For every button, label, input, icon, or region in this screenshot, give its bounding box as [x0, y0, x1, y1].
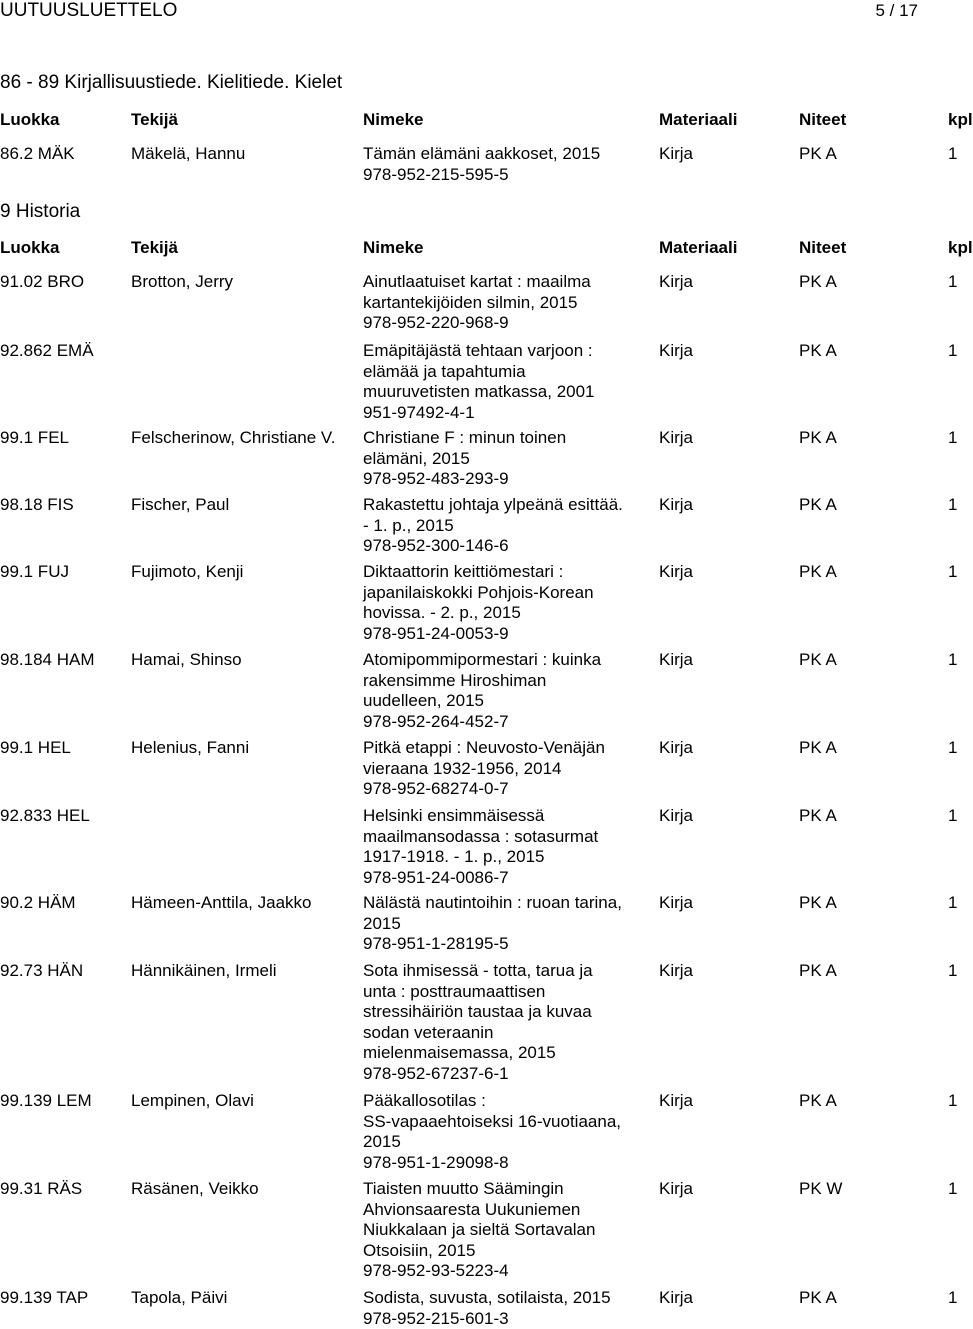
- nimeke-line: vieraana 1932-1956, 2014: [363, 758, 562, 778]
- column-header-kpl: kpl: [948, 110, 973, 129]
- niteet-cell: PK A: [799, 1288, 837, 1307]
- tekija-cell: Hamai, Shinso: [131, 650, 242, 669]
- nimeke-cell: [363, 428, 648, 490]
- materiaali-cell: Kirja: [659, 1179, 694, 1198]
- kpl-cell: 1: [948, 272, 958, 291]
- materiaali-cell: Kirja: [659, 272, 694, 291]
- nimeke-line: Atomipommipormestari : kuinka: [363, 650, 602, 669]
- nimeke-line: unta : posttraumaattisen: [363, 981, 546, 1001]
- tekija-cell: Felscherinow, Christiane V.: [131, 428, 336, 447]
- nimeke-cell: [363, 961, 648, 1085]
- tekija-cell: Helenius, Fanni: [131, 738, 250, 757]
- nimeke-line: Ahvionsaaresta Uukuniemen: [363, 1199, 581, 1219]
- materiaali-cell: Kirja: [659, 893, 694, 912]
- nimeke-cell: [363, 893, 648, 955]
- column-header-niteet: Niteet: [799, 238, 847, 257]
- column-header-materiaali: Materiaali: [659, 110, 738, 129]
- luokka-cell: 99.31 RÄS: [0, 1179, 83, 1198]
- materiaali-cell: Kirja: [659, 495, 694, 514]
- nimeke-line: 951-97492-4-1: [363, 402, 475, 422]
- nimeke-line: Tiaisten muutto Säämingin: [363, 1179, 564, 1198]
- column-header-luokka: Luokka: [0, 110, 60, 129]
- nimeke-line: Niukkalaan ja sieltä Sortavalan: [363, 1220, 596, 1240]
- column-header-row: [0, 238, 973, 260]
- nimeke-line: 978-952-220-968-9: [363, 313, 509, 333]
- nimeke-cell: [363, 562, 648, 644]
- document-title: UUTUUSLUETTELO: [0, 0, 178, 21]
- niteet-cell: PK A: [799, 428, 837, 447]
- nimeke-line: Otsoisiin, 2015: [363, 1240, 476, 1260]
- luokka-cell: 98.184 HAM: [0, 650, 95, 669]
- niteet-cell: PK A: [799, 272, 837, 291]
- nimeke-line: 978-951-1-28195-5: [363, 934, 509, 954]
- niteet-cell: PK A: [799, 650, 837, 669]
- nimeke-line: kartantekijöiden silmin, 2015: [363, 292, 578, 312]
- nimeke-line: Nälästä nautintoihin : ruoan tarina,: [363, 893, 622, 912]
- materiaali-cell: Kirja: [659, 806, 694, 825]
- section-title: 86 - 89 Kirjallisuustiede. Kielitiede. Kielet: [0, 72, 343, 93]
- kpl-cell: 1: [948, 341, 958, 360]
- materiaali-cell: Kirja: [659, 738, 694, 757]
- luokka-cell: 86.2 MÄK: [0, 144, 75, 163]
- nimeke-line: mielenmaisemassa, 2015: [363, 1043, 556, 1063]
- nimeke-cell: [363, 738, 648, 800]
- column-header-row: [0, 110, 973, 132]
- nimeke-line: 978-952-68274-0-7: [363, 779, 509, 799]
- nimeke-line: Tämän elämäni aakkoset, 2015: [363, 144, 601, 163]
- tekija-cell: Hännikäinen, Irmeli: [131, 961, 277, 980]
- materiaali-cell: Kirja: [659, 961, 694, 980]
- tekija-cell: Fischer, Paul: [131, 495, 230, 514]
- luokka-cell: 99.1 FUJ: [0, 562, 69, 581]
- niteet-cell: PK A: [799, 144, 837, 163]
- nimeke-cell: [363, 144, 648, 185]
- niteet-cell: PK A: [799, 495, 837, 514]
- nimeke-line: Pääkallosotilas :: [363, 1091, 486, 1110]
- nimeke-line: 978-952-215-601-3: [363, 1308, 509, 1328]
- column-header-nimeke: Nimeke: [363, 110, 424, 129]
- niteet-cell: PK A: [799, 738, 837, 757]
- nimeke-line: 978-951-24-0053-9: [363, 623, 509, 643]
- nimeke-line: 2015: [363, 1132, 401, 1152]
- luokka-cell: 92.862 EMÄ: [0, 341, 94, 360]
- nimeke-cell: [363, 650, 648, 732]
- materiaali-cell: Kirja: [659, 650, 694, 669]
- page-header: [0, 0, 960, 22]
- nimeke-line: 1917-1918. - 1. p., 2015: [363, 847, 545, 867]
- niteet-cell: PK W: [799, 1179, 843, 1198]
- kpl-cell: 1: [948, 806, 958, 825]
- nimeke-cell: [363, 1179, 648, 1282]
- nimeke-line: Ainutlaatuiset kartat : maailma: [363, 272, 591, 291]
- nimeke-cell: [363, 272, 648, 334]
- tekija-cell: Mäkelä, Hannu: [131, 144, 246, 163]
- nimeke-line: elämäni, 2015: [363, 448, 470, 468]
- nimeke-line: uudelleen, 2015: [363, 691, 485, 711]
- luokka-cell: 98.18 FIS: [0, 495, 74, 514]
- tekija-cell: Fujimoto, Kenji: [131, 562, 244, 581]
- materiaali-cell: Kirja: [659, 428, 694, 447]
- luokka-cell: 92.833 HEL: [0, 806, 90, 825]
- kpl-cell: 1: [948, 1288, 958, 1307]
- luokka-cell: 90.2 HÄM: [0, 893, 76, 912]
- kpl-cell: 1: [948, 1179, 958, 1198]
- luokka-cell: 99.1 FEL: [0, 428, 69, 447]
- kpl-cell: 1: [948, 893, 958, 912]
- materiaali-cell: Kirja: [659, 1288, 694, 1307]
- materiaali-cell: Kirja: [659, 144, 694, 163]
- nimeke-cell: [363, 1288, 648, 1329]
- nimeke-line: elämää ja tapahtumia: [363, 361, 526, 381]
- nimeke-line: 978-952-67237-6-1: [363, 1063, 509, 1083]
- tekija-cell: Lempinen, Olavi: [131, 1091, 254, 1110]
- luokka-cell: 99.139 TAP: [0, 1288, 89, 1307]
- kpl-cell: 1: [948, 562, 958, 581]
- nimeke-line: 978-951-1-29098-8: [363, 1152, 509, 1172]
- materiaali-cell: Kirja: [659, 562, 694, 581]
- kpl-cell: 1: [948, 428, 958, 447]
- nimeke-line: 978-952-300-146-6: [363, 536, 509, 556]
- nimeke-cell: [363, 1091, 648, 1173]
- niteet-cell: PK A: [799, 893, 837, 912]
- section-title: 9 Historia: [0, 201, 81, 222]
- kpl-cell: 1: [948, 1091, 958, 1110]
- column-header-niteet: Niteet: [799, 110, 847, 129]
- nimeke-line: 978-952-215-595-5: [363, 164, 509, 184]
- nimeke-line: Sodista, suvusta, sotilaista, 2015: [363, 1288, 611, 1307]
- nimeke-line: muuruvetisten matkassa, 2001: [363, 382, 595, 402]
- kpl-cell: 1: [948, 650, 958, 669]
- nimeke-line: Christiane F : minun toinen: [363, 428, 567, 447]
- nimeke-line: sodan veteraanin: [363, 1022, 494, 1042]
- nimeke-line: Pitkä etappi : Neuvosto-Venäjän: [363, 738, 605, 757]
- niteet-cell: PK A: [799, 562, 837, 581]
- column-header-luokka: Luokka: [0, 238, 60, 257]
- nimeke-line: 978-952-93-5223-4: [363, 1261, 509, 1281]
- tekija-cell: Tapola, Päivi: [131, 1288, 228, 1307]
- page-number: 5 / 17: [875, 1, 918, 20]
- tekija-cell: Hämeen-Anttila, Jaakko: [131, 893, 312, 912]
- kpl-cell: 1: [948, 961, 958, 980]
- nimeke-line: rakensimme Hiroshiman: [363, 670, 547, 690]
- column-header-kpl: kpl: [948, 238, 973, 257]
- column-header-materiaali: Materiaali: [659, 238, 738, 257]
- nimeke-line: SS-vapaaehtoiseksi 16-vuotiaana,: [363, 1111, 621, 1131]
- nimeke-line: 978-952-483-293-9: [363, 469, 509, 489]
- luokka-cell: 99.1 HEL: [0, 738, 71, 757]
- kpl-cell: 1: [948, 495, 958, 514]
- nimeke-line: japanilaiskokki Pohjois-Korean: [363, 582, 594, 602]
- kpl-cell: 1: [948, 738, 958, 757]
- nimeke-line: 978-951-24-0086-7: [363, 867, 509, 887]
- nimeke-cell: [363, 341, 648, 423]
- nimeke-line: - 1. p., 2015: [363, 515, 454, 535]
- column-header-tekija: Tekijä: [131, 238, 178, 257]
- nimeke-cell: [363, 806, 648, 888]
- niteet-cell: PK A: [799, 806, 837, 825]
- nimeke-cell: [363, 495, 648, 557]
- niteet-cell: PK A: [799, 961, 837, 980]
- materiaali-cell: Kirja: [659, 1091, 694, 1110]
- nimeke-line: 2015: [363, 913, 401, 933]
- nimeke-line: Helsinki ensimmäisessä: [363, 806, 545, 825]
- nimeke-line: Diktaattorin keittiömestari :: [363, 562, 564, 581]
- nimeke-line: Rakastettu johtaja ylpeänä esittää.: [363, 495, 623, 514]
- nimeke-line: maailmansodassa : sotasurmat: [363, 826, 599, 846]
- niteet-cell: PK A: [799, 1091, 837, 1110]
- nimeke-line: stressihäiriön taustaa ja kuvaa: [363, 1002, 592, 1022]
- column-header-nimeke: Nimeke: [363, 238, 424, 257]
- kpl-cell: 1: [948, 144, 958, 163]
- luokka-cell: 91.02 BRO: [0, 272, 85, 291]
- nimeke-line: Sota ihmisessä - totta, tarua ja: [363, 961, 593, 980]
- nimeke-line: Emäpitäjästä tehtaan varjoon :: [363, 341, 593, 360]
- luokka-cell: 99.139 LEM: [0, 1091, 92, 1110]
- materiaali-cell: Kirja: [659, 341, 694, 360]
- luokka-cell: 92.73 HÄN: [0, 961, 84, 980]
- tekija-cell: Räsänen, Veikko: [131, 1179, 259, 1198]
- column-header-tekija: Tekijä: [131, 110, 178, 129]
- niteet-cell: PK A: [799, 341, 837, 360]
- tekija-cell: Brotton, Jerry: [131, 272, 234, 291]
- nimeke-line: 978-952-264-452-7: [363, 711, 509, 731]
- nimeke-line: hovissa. - 2. p., 2015: [363, 603, 521, 623]
